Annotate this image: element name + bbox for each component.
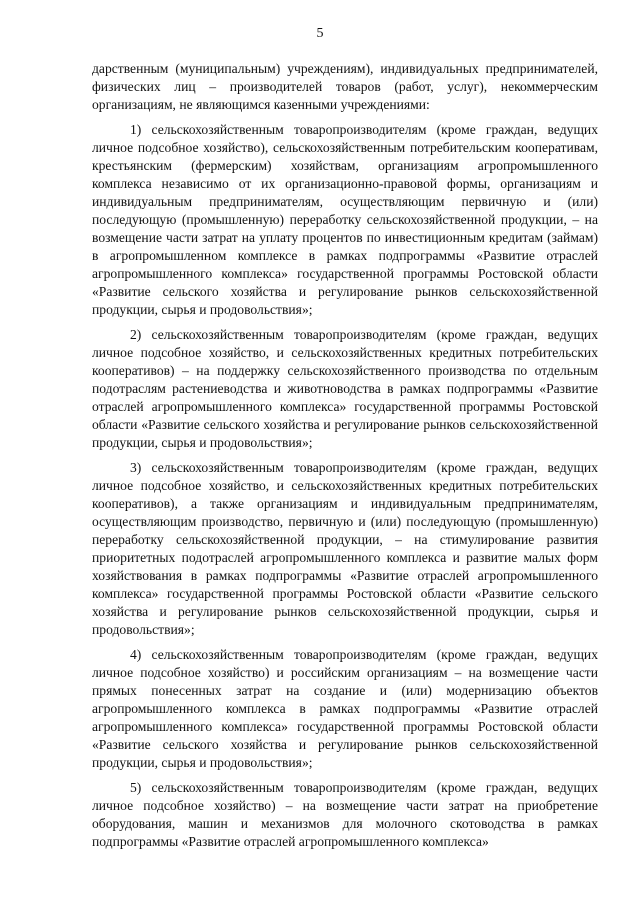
paragraph-item-2: 2) сельскохозяйственным товаропроизводителям (кроме граждан, ведущих личное подсобное хозяйство, и сельскохозяйственных кредитных потребительских кооперативов) – на поддержку сельскохозяйственного производства по отдельным подотраслям растениеводства и животноводства в рамках подпрограммы «Развитие отраслей агропромышленного комплекса» государственной программы Ростовской области «Развитие сельского хозяйства и регулирование рынков сельскохозяйственной продукции, сырья и продовольствия»; <box>92 327 598 450</box>
page-number: 5 <box>316 26 324 41</box>
paragraph-item-4: 4) сельскохозяйственным товаропроизводителям (кроме граждан, ведущих личное подсобное хозяйство) и российским организациям – на возмещение части прямых понесенных затрат на создание и (или) модернизацию объектов агропромышленного комплекса в рамках подпрограммы «Развитие отраслей агропромышленного комплекса» государственной программы Ростовской области «Развитие сельского хозяйства и регулирование рынков сельскохозяйственной продукции, сырья и продовольствия»; <box>92 647 598 770</box>
document-body <box>92 60 598 858</box>
paragraph-item-5: 5) сельскохозяйственным товаропроизводителям (кроме граждан, ведущих личное подсобное хозяйство) – на возмещение части затрат на приобретение оборудования, машин и механизмов для молочного скотоводства в рамках подпрограммы «Развитие отраслей агропромышленного комплекса» <box>92 780 598 849</box>
paragraph-item-1: 1) сельскохозяйственным товаропроизводителям (кроме граждан, ведущих личное подсобное хозяйство), сельскохозяйственным потребительским кооперативам, крестьянским (фермерским) хозяйствам, организациям агропромышленного комплекса независимо от их организационно-правовой формы, организациям и индивидуальным предпринимателям, осуществляющим первичную и (или) последующую (промышленную) переработку сельскохозяйственной продукции, – на возмещение части затрат на уплату процентов по инвестиционным кредитам (займам) в агропромышленном комплексе в рамках подпрограммы «Развитие отраслей агропромышленного комплекса» государственной программы Ростовской области «Развитие сельского хозяйства и регулирование рынков сельскохозяйственной продукции, сырья и продовольствия»; <box>92 122 598 317</box>
paragraph-continuation: дарственным (муниципальным) учреждениям), индивидуальных предпринимателей, физических лиц – производителей товаров (работ, услуг), некоммерческим организациям, не являющимся казенными учреждениями: <box>92 61 598 112</box>
paragraph-item-3: 3) сельскохозяйственным товаропроизводителям (кроме граждан, ведущих личное подсобное хозяйство, и сельскохозяйственных кредитных потребительских кооперативов), а также организациям и индивидуальным предпринимателям, осуществляющим производство, первичную и (или) последующую (промышленную) переработку сельскохозяйственной продукции, – на стимулирование развития приоритетных подотраслей агропромышленного комплекса и развитие малых форм хозяйствования в рамках подпрограммы «Развитие отраслей агропромышленного комплекса» государственной программы Ростовской области «Развитие сельского хозяйства и регулирование рынков сельскохозяйственной продукции, сырья и продовольствия»; <box>92 460 598 637</box>
